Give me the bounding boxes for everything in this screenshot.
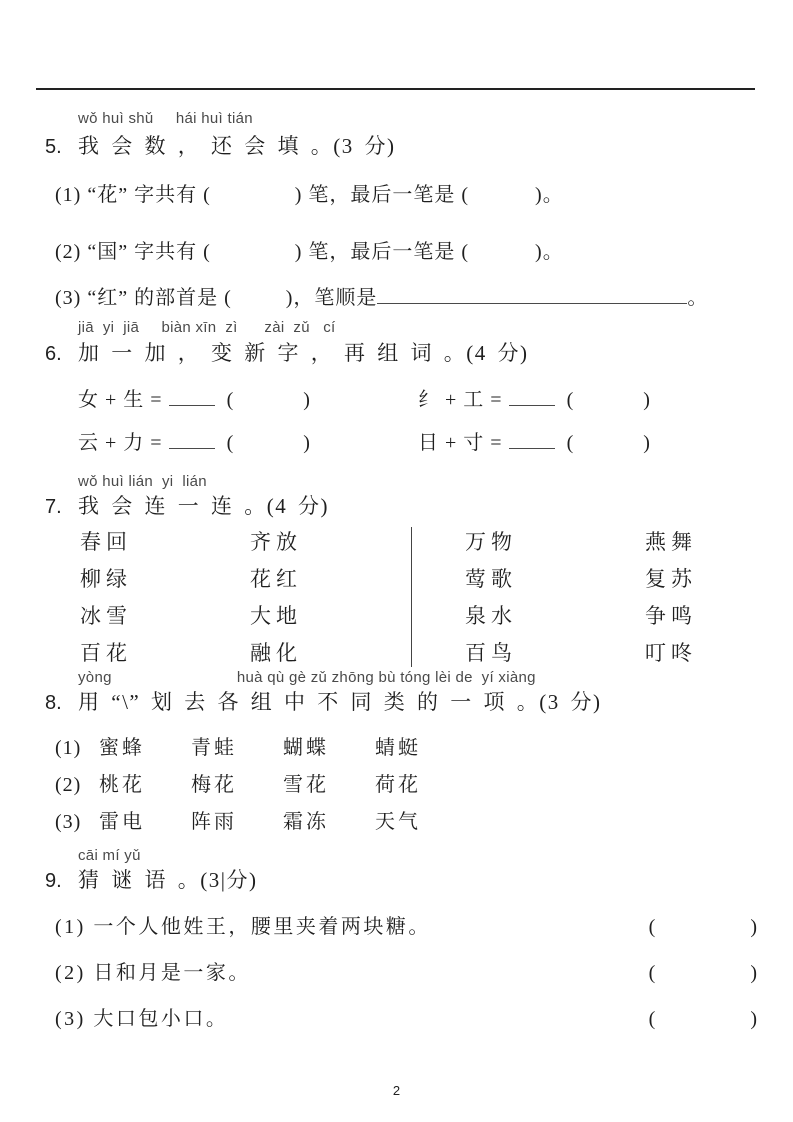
q6-formula: 女 + 生 = (78, 389, 163, 411)
q6-formula-cell (78, 428, 418, 458)
question-6 (45, 319, 757, 458)
q8-item-1 (45, 735, 757, 761)
q7-word: 叮咚 (645, 641, 697, 665)
q7-word: 争鸣 (645, 604, 697, 628)
q8-item-word: 梅花 (191, 774, 237, 796)
q7-word: 冰雪 (80, 604, 132, 628)
q6-title: 加 一 加 ， 变 新 字 ， 再 组 词 。(4 分) (78, 341, 529, 365)
q6-formula: 云 + 力 = (78, 432, 163, 454)
q8-item-word: 雪花 (283, 774, 329, 796)
question-7 (45, 473, 757, 666)
q8-item-word: 蝴蝶 (283, 737, 329, 759)
q6-formula-cell (418, 385, 758, 415)
q6-pinyin: jiā yi jiā biàn xīn zì zài zǔ cí (78, 319, 336, 336)
q8-number: 8. (45, 692, 62, 714)
q6-formula-cell (418, 428, 758, 458)
q7-number: 7. (45, 496, 62, 518)
q9-item-2 (45, 960, 757, 986)
q5-item-1: (1) “花” 字共有 ( ) 笔，最后一笔是 ( )。 (55, 184, 564, 206)
q7-word: 大地 (250, 604, 302, 628)
q5-title: 我 会 数 ， 还 会 填 。(3 分) (78, 134, 396, 158)
q7-word: 百鸟 (465, 641, 517, 665)
q6-formula: 纟 + 工 = (418, 389, 503, 411)
answer-parens: ( ) (648, 1008, 757, 1030)
answer-blank (377, 303, 687, 304)
answer-parens: ( ) (648, 962, 757, 984)
q9-item-1 (45, 914, 757, 940)
q8-item-word: 霜冻 (283, 811, 329, 833)
q8-item-word: 青蛙 (191, 737, 237, 759)
q9-item-3 (45, 1006, 757, 1032)
q7-word: 花红 (250, 567, 302, 591)
q8-item-word: 阵雨 (191, 811, 237, 833)
answer-parens: ( ) (226, 389, 310, 411)
question-8 (45, 669, 757, 835)
q5-number: 5. (45, 136, 62, 158)
q9-rows (45, 914, 757, 1032)
answer-parens: ( ) (566, 389, 650, 411)
q5-heading (45, 132, 757, 161)
q7-word: 复苏 (645, 567, 697, 591)
q9-riddle-text: (2) 日和月是一家。 (55, 962, 251, 984)
q8-item-word: 蜜蜂 (99, 737, 145, 759)
q7-matching-grid (45, 529, 757, 666)
question-9 (45, 847, 757, 1032)
q8-item-word: 桃花 (99, 774, 145, 796)
q8-item-word: 蜻蜓 (375, 737, 421, 759)
q6-heading (45, 339, 757, 368)
q8-heading (45, 688, 757, 717)
answer-parens: ( ) (648, 916, 757, 938)
q7-title: 我 会 连 一 连 。(4 分) (78, 494, 329, 518)
q7-word: 春回 (80, 530, 132, 554)
q8-item-3 (45, 809, 757, 835)
q7-word: 燕舞 (645, 530, 697, 554)
q9-riddle-text: (3) 大口包小口。 (55, 1008, 229, 1030)
q8-item-label: (1) (55, 737, 82, 759)
q8-item-word: 雷电 (99, 811, 145, 833)
header-rule (36, 88, 755, 90)
q5-item-3-text: (3) “红” 的部首是 ( )，笔顺是 (55, 287, 378, 309)
page-content (45, 104, 757, 1052)
q8-item-label: (2) (55, 774, 82, 796)
q9-number: 9. (45, 870, 62, 892)
q7-word: 莺歌 (465, 567, 517, 591)
q6-row-2 (45, 428, 757, 458)
q5-item-2: (2) “国” 字共有 ( ) 笔，最后一笔是 ( )。 (55, 241, 564, 263)
q6-row-1 (45, 385, 757, 415)
q7-word: 齐放 (250, 530, 302, 554)
q7-word: 百花 (80, 641, 132, 665)
q9-riddle-text: (1) 一个人他姓王，腰里夹着两块糖。 (55, 916, 431, 938)
q7-heading (45, 492, 757, 521)
q5-pinyin: wǒ huì shǔ hái huì tián (78, 110, 253, 127)
q8-item-word: 天气 (375, 811, 421, 833)
q7-pinyin: wǒ huì lián yi lián (78, 473, 207, 490)
q7-word: 融化 (250, 641, 302, 665)
page-number: 2 (392, 1083, 401, 1098)
q5-item-3 (45, 284, 757, 312)
q8-item-word: 荷花 (375, 774, 421, 796)
q8-item-2 (45, 772, 757, 798)
q7-word: 柳绿 (80, 567, 132, 591)
answer-blank (169, 448, 215, 449)
question-5 (45, 110, 757, 312)
q7-word: 泉水 (465, 604, 517, 628)
q7-word: 万物 (465, 530, 517, 554)
answer-parens: ( ) (566, 432, 650, 454)
q6-number: 6. (45, 343, 62, 365)
q9-title: 猜 谜 语 。(3|分) (78, 868, 258, 892)
answer-blank (509, 405, 555, 406)
q6-formula: 日 + 寸 = (418, 432, 503, 454)
q8-rows (45, 735, 757, 835)
answer-blank (169, 405, 215, 406)
q8-title: 用 “\” 划 去 各 组 中 不 同 类 的 一 项 。(3 分) (78, 690, 602, 714)
q8-pinyin: yòng huà qù gè zǔ zhōng bù tóng lèi de yí xiàng (78, 669, 536, 686)
q5-item-3-period: 。 (687, 287, 709, 309)
matching-divider (411, 527, 412, 667)
answer-blank (509, 448, 555, 449)
q9-heading (45, 866, 757, 895)
q6-formula-cell (78, 385, 418, 415)
answer-parens: ( ) (226, 432, 310, 454)
q8-item-label: (3) (55, 811, 82, 833)
q9-pinyin: cāi mí yǔ (78, 847, 141, 864)
